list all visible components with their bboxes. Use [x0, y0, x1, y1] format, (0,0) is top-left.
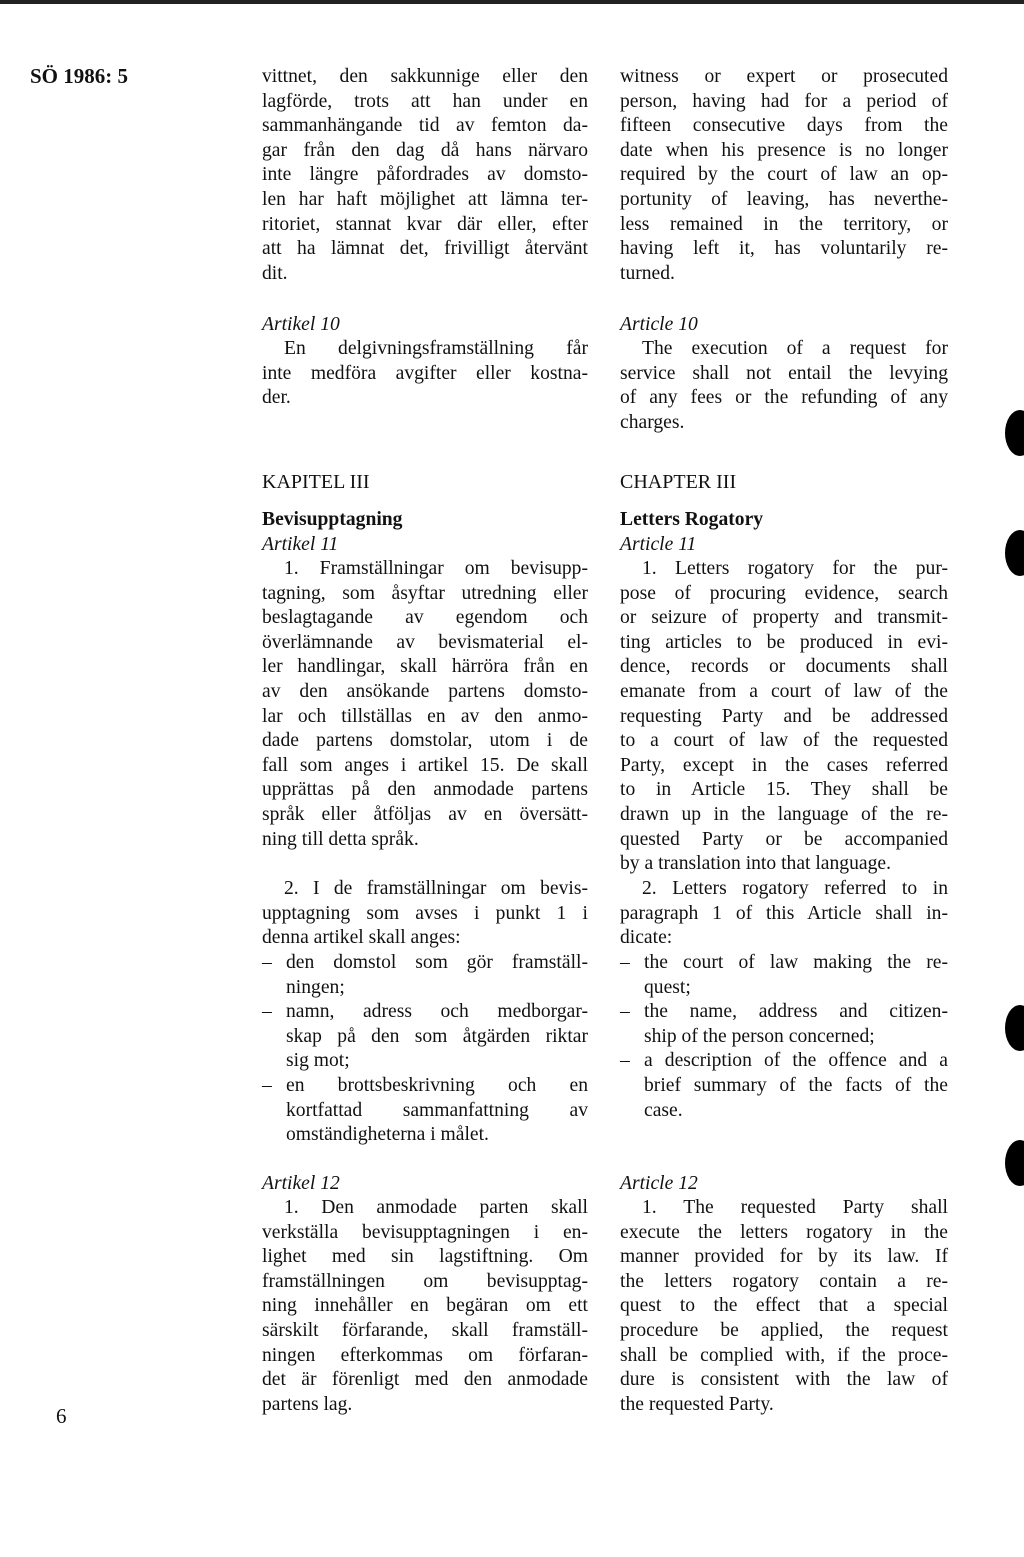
en-article-10-title: Article 10 — [620, 314, 698, 335]
text-line: upptagning som avses i punkt 1 i — [262, 902, 588, 924]
text-line: to in Article 15. They shall be — [620, 779, 948, 801]
text-line: 1. Letters rogatory for the pur- — [642, 558, 948, 579]
text-line: ting articles to be produced in evi- — [620, 631, 948, 653]
text-line: Party, except in the cases referred — [620, 754, 948, 776]
text-line: shall be complied with, if the proce- — [620, 1344, 948, 1366]
text-line: a description of the offence and a — [644, 1050, 948, 1072]
en-article-11-title: Article 11 — [620, 534, 697, 555]
text-line: 2. I de framställningar om bevis- — [284, 878, 588, 899]
text-line: fall som anges i artikel 15. De skall — [262, 754, 588, 776]
text-line: of any fees or the refunding of any — [620, 387, 948, 409]
text-line: emanate from a court of law of the — [620, 680, 948, 702]
text-line: särskilt förfarande, skall framställ- — [262, 1319, 588, 1341]
text-line: ritoriet, stannat kvar där eller, efter — [262, 213, 588, 235]
list-dash: – — [262, 1074, 272, 1096]
document-reference: SÖ 1986: 5 — [30, 64, 129, 88]
text-line: The execution of a request for — [642, 338, 948, 359]
en-article-12-title: Article 12 — [620, 1173, 698, 1194]
text-line: dit. — [262, 262, 288, 284]
text-line: det är förenligt med den anmodade — [262, 1369, 588, 1391]
en-article-11-paragraph-2 — [620, 877, 948, 951]
text-line: by a translation into that language. — [620, 853, 891, 875]
text-line: the name, address and citizen- — [644, 1001, 948, 1023]
text-line: ning till detta språk. — [262, 828, 419, 850]
punch-hole-1 — [1005, 410, 1024, 456]
sv-article-12-title: Artikel 12 — [262, 1173, 340, 1194]
text-line: kortfattad sammanfattning av — [286, 1099, 588, 1121]
sv-article-10-title: Artikel 10 — [262, 314, 340, 335]
text-line: framställningen om bevisupptag- — [262, 1270, 588, 1292]
list-item — [262, 1074, 588, 1148]
text-line: att ha lämnat det, frivilligt återvänt — [262, 238, 588, 260]
text-line: inte längre påfordrades av domsto- — [262, 164, 588, 186]
text-line: quest; — [644, 976, 691, 998]
list-dash: – — [262, 1001, 272, 1023]
text-line: charges. — [620, 411, 685, 433]
text-line: having left it, has voluntarily re- — [620, 238, 948, 260]
punch-hole-3 — [1005, 1005, 1024, 1051]
en-chapter-title: CHAPTER III — [620, 471, 737, 493]
punch-hole-4 — [1005, 1140, 1024, 1186]
text-line: drawn up in the language of the re- — [620, 803, 948, 825]
text-line: ningen efterkommas om förfaran- — [262, 1344, 588, 1366]
sv-intro-paragraph — [262, 65, 588, 286]
text-line: ningen; — [286, 976, 345, 998]
text-line: witness or expert or prosecuted — [620, 66, 948, 87]
text-line: pose of procuring evidence, search — [620, 582, 948, 604]
text-line: ship of the person concerned; — [644, 1025, 875, 1047]
text-line: case. — [644, 1099, 683, 1121]
list-dash: – — [620, 1050, 630, 1072]
text-line: dade partens domstolar, utom i de — [262, 730, 588, 752]
list-item — [262, 951, 588, 1000]
list-item — [620, 1000, 948, 1049]
text-line: en brottsbeskrivning och en — [286, 1074, 588, 1096]
sv-article-11-paragraph-1 — [262, 557, 588, 852]
text-line: quested Party or be accompanied — [620, 828, 948, 850]
text-line: date when his presence is no longer — [620, 139, 948, 161]
text-line: dure is consistent with the law of — [620, 1369, 948, 1391]
text-line: språk eller åtföljas av en översätt- — [262, 803, 588, 825]
text-line: En delgivningsframställning får — [284, 338, 588, 359]
sv-article-12-text — [262, 1196, 588, 1417]
en-article-11-paragraph-1 — [620, 557, 948, 877]
text-line: inte medföra avgifter eller kostna- — [262, 362, 588, 384]
text-line: required by the court of law an op- — [620, 164, 948, 186]
text-line: överlämnande av bevismaterial el- — [262, 631, 588, 653]
text-line: namn, adress och medborgar- — [286, 1001, 588, 1023]
text-line: portunity of leaving, has neverthe- — [620, 188, 948, 210]
text-line: skap på den som åtgärden riktar — [286, 1025, 588, 1047]
text-line: or seizure of property and transmit- — [620, 607, 948, 629]
text-line: tagning, som åsyftar utredning eller — [262, 582, 588, 604]
text-line: fifteen consecutive days from the — [620, 115, 948, 137]
text-line: execute the letters rogatory in the — [620, 1221, 948, 1243]
sv-article-10-text — [262, 337, 588, 411]
text-line: denna artikel skall anges: — [262, 927, 461, 949]
text-line: partens lag. — [262, 1393, 353, 1415]
en-chapter-subtitle: Letters Rogatory — [620, 509, 764, 530]
text-line: quest to the effect that a special — [620, 1295, 948, 1317]
text-line: av den ansökande partens domsto- — [262, 680, 588, 702]
text-line: service shall not entail the levying — [620, 362, 948, 384]
en-intro-paragraph — [620, 65, 948, 286]
text-line: vittnet, den sakkunnige eller den — [262, 66, 588, 87]
text-line: lighet med sin lagstiftning. Om — [262, 1246, 588, 1268]
text-line: to a court of law of the requested — [620, 730, 948, 752]
list-dash: – — [262, 952, 272, 973]
page-number: 6 — [56, 1404, 67, 1428]
text-line: ning innehåller en begäran om ett — [262, 1295, 588, 1317]
text-line: sammanhängande tid av femton da- — [262, 115, 588, 137]
list-dash: – — [620, 1001, 630, 1023]
sv-article-11-paragraph-2 — [262, 877, 588, 951]
text-line: 1. The requested Party shall — [642, 1197, 948, 1218]
sv-article-11-title: Artikel 11 — [262, 534, 339, 555]
text-line: brief summary of the facts of the — [644, 1074, 948, 1096]
text-line: 2. Letters rogatory referred to in — [642, 878, 948, 899]
text-line: upprättas på den anmodade partens — [262, 779, 588, 801]
text-line: the letters rogatory contain a re- — [620, 1270, 948, 1292]
text-line: procedure be applied, the request — [620, 1319, 948, 1341]
text-line: beslagtagande av egendom och — [262, 607, 588, 629]
text-line: ler handlingar, skall härröra från en — [262, 656, 588, 678]
list-dash: – — [620, 952, 630, 973]
en-article-11-list — [620, 951, 948, 1123]
text-line: turned. — [620, 262, 675, 284]
text-line: the court of law making the re- — [644, 952, 948, 973]
text-line: gar från den dag då hans närvaro — [262, 139, 588, 161]
en-article-10-text — [620, 337, 948, 435]
text-line: paragraph 1 of this Article shall in- — [620, 902, 948, 924]
text-line: sig mot; — [286, 1050, 350, 1072]
text-line: 1. Framställningar om bevisupp- — [284, 558, 588, 579]
text-line: omständigheterna i målet. — [286, 1124, 489, 1146]
text-line: manner provided for by its law. If — [620, 1246, 948, 1268]
list-item — [620, 1049, 948, 1123]
text-line: verkställa bevisupptagningen i en- — [262, 1221, 588, 1243]
text-line: lagförde, trots att han under en — [262, 90, 588, 112]
sv-article-11-list — [262, 951, 588, 1148]
text-line: 1. Den anmodade parten skall — [284, 1197, 588, 1218]
text-line: less remained in the territory, or — [620, 213, 948, 235]
list-item — [620, 951, 948, 1000]
punch-hole-2 — [1005, 530, 1024, 576]
sv-chapter-subtitle: Bevisupptagning — [262, 509, 403, 530]
en-article-12-text — [620, 1196, 948, 1417]
text-line: lar och tillställas en av den anmo- — [262, 705, 588, 727]
text-line: der. — [262, 387, 291, 409]
text-line: den domstol som gör framställ- — [286, 952, 588, 973]
text-line: dence, records or documents shall — [620, 656, 948, 678]
text-line: person, having had for a period of — [620, 90, 948, 112]
text-line: the requested Party. — [620, 1393, 774, 1415]
list-item — [262, 1000, 588, 1074]
sv-chapter-title: KAPITEL III — [262, 471, 370, 493]
text-line: dicate: — [620, 927, 673, 949]
scan-top-edge — [0, 0, 1024, 4]
text-line: len har haft möjlighet att lämna ter- — [262, 188, 588, 210]
text-line: requesting Party and be addressed — [620, 705, 948, 727]
